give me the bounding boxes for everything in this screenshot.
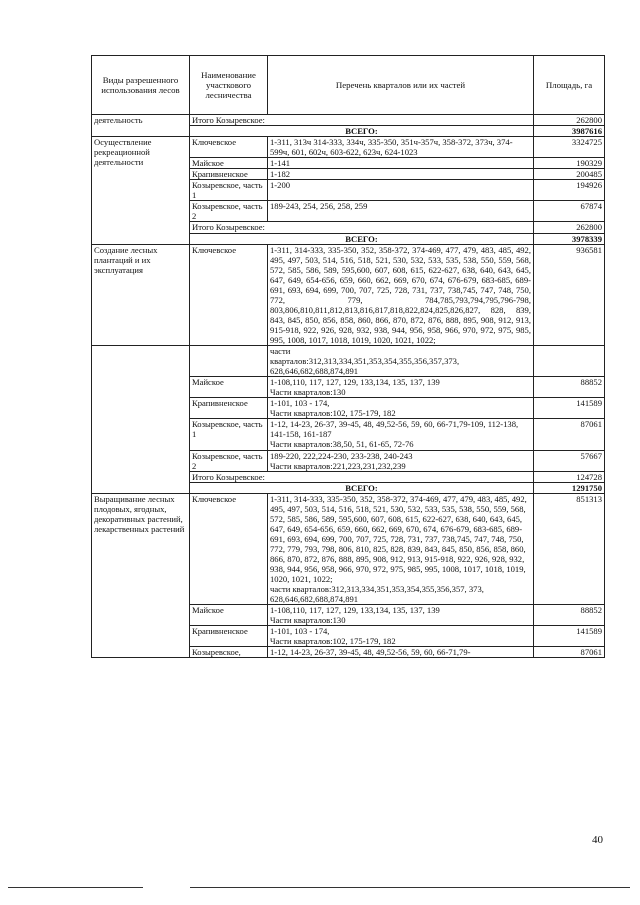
- area-blank: [534, 346, 605, 377]
- table-row: [92, 137, 605, 158]
- forestry-name: Майское: [190, 158, 268, 169]
- area-value: 200485: [534, 169, 605, 180]
- header-use-type: Виды разрешенного использования лесов: [92, 56, 190, 115]
- area-value: 936581: [534, 244, 605, 345]
- area-value: 141589: [534, 398, 605, 419]
- area-value: 67874: [534, 201, 605, 222]
- forestry-name: Козыревское, часть 2: [190, 450, 268, 471]
- quarters-list: 189-243, 254, 256, 258, 259: [268, 201, 534, 222]
- total-value: 1291750: [534, 482, 605, 493]
- area-value: 190329: [534, 158, 605, 169]
- area-value: 851313: [534, 493, 605, 605]
- quarters-list: 1-311, 313ч 314-333, 334ч, 335-350, 351ч-357ч, 358-372, 373ч, 374-599ч, 601, 602ч, 603-622, 623ч, 624-1023: [268, 137, 534, 158]
- forestry-name: Ключевское: [190, 244, 268, 345]
- quarters-list: 1-12, 14-23, 26-37, 39-45, 48, 49,52-56, 59, 60, 66-71,79-: [268, 647, 534, 658]
- forest-use-table: [91, 55, 605, 658]
- use-type-cell: деятельность: [92, 115, 190, 137]
- forestry-name: Козыревское, часть 2: [190, 201, 268, 222]
- header-quarters: Перечень кварталов или их частей: [268, 56, 534, 115]
- forestry-name: Крапивненское: [190, 398, 268, 419]
- table-row: [92, 115, 605, 126]
- forestry-name: Козыревское, часть 1: [190, 419, 268, 450]
- use-type-cell: Создание лесных плантаций и их эксплуатация: [92, 244, 190, 345]
- area-value: 194926: [534, 180, 605, 201]
- subtotal-value: 262800: [534, 115, 605, 126]
- page-number: 40: [592, 834, 603, 846]
- subtotal-value: 124728: [534, 471, 605, 482]
- forestry-name: Майское: [190, 605, 268, 626]
- header-area: Площадь, га: [534, 56, 605, 115]
- quarters-list: 1-101, 103 - 174, Части кварталов:102, 175-179, 182: [268, 626, 534, 647]
- quarters-list: 189-220, 222,224-230, 233-238, 240-243 Части кварталов:221,223,231,232,239: [268, 450, 534, 471]
- area-value: 87061: [534, 647, 605, 658]
- use-type-cell: Осуществление рекреационной деятельности: [92, 137, 190, 244]
- forestry-name: Ключевское: [190, 493, 268, 605]
- area-value: 57667: [534, 450, 605, 471]
- quarters-list: 1-108,110, 117, 127, 129, 133,134, 135, 137, 139 Части кварталов:130: [268, 377, 534, 398]
- total-label: ВСЕГО:: [190, 233, 534, 244]
- quarters-parts: части квартaлов:312,313,334,351,353,354,355,356,357,373, 628,646,682,688,874,891: [268, 346, 534, 377]
- area-value: 3324725: [534, 137, 605, 158]
- forestry-name: Майское: [190, 377, 268, 398]
- subtotal-value: 262800: [534, 222, 605, 233]
- quarters-list: 1-182: [268, 169, 534, 180]
- subtotal-label: Итого Козыревское:: [190, 222, 534, 233]
- total-label: ВСЕГО:: [190, 482, 534, 493]
- forestry-name: Козыревское,: [190, 647, 268, 658]
- use-type-cell: Выращивание лесных плодовых, ягодных, декоративных растений, лекарственных растений: [92, 493, 190, 658]
- use-type-cell-blank: [92, 346, 190, 494]
- table-header-row: [92, 56, 605, 115]
- header-forestry: Наименование участкового лесничества: [190, 56, 268, 115]
- area-value: 141589: [534, 626, 605, 647]
- quarters-list: 1-108,110, 117, 127, 129, 133,134, 135, 137, 139 Части кварталов:130: [268, 605, 534, 626]
- total-value: 3978339: [534, 233, 605, 244]
- quarters-list: 1-101, 103 - 174, Части кварталов:102, 175-179, 182: [268, 398, 534, 419]
- quarters-list: 1-141: [268, 158, 534, 169]
- area-value: 88852: [534, 605, 605, 626]
- forestry-name: Крапивненское: [190, 626, 268, 647]
- table-row: [92, 244, 605, 345]
- table-row: [92, 346, 605, 377]
- forestry-name: Крапивненское: [190, 169, 268, 180]
- table-row: [92, 493, 605, 605]
- subtotal-label: Итого Козыревское:: [190, 115, 534, 126]
- area-value: 87061: [534, 419, 605, 450]
- forestry-name: Козыревское, часть 1: [190, 180, 268, 201]
- quarters-list: 1-200: [268, 180, 534, 201]
- footer-rule: [190, 887, 630, 888]
- subtotal-label: Итого Козыревское:: [190, 471, 534, 482]
- total-label: ВСЕГО:: [190, 126, 534, 137]
- quarters-list: 1-311, 314-333, 335-350, 352, 358-372, 374-469, 477, 479, 483, 485, 492, 495, 497, 503, 514, 516, 518, 521, 530, 532, 533, 535, 538, 550, 559, 568, 572, 585, 586, 589, 595,600, 607, 608, 615, 622-627, 638, 640, 643, 645, 647, 649, 654-656, 659, 660, 662, 669, 670, 674, 676-679, 683-685, 689-691, 693, 694, 699, 700, 707, 725, 728, 731, 737, 738,745, 747, 748, 750, 772, 779, 793, 798, 806, 810, 825, 828, 839, 843, 845, 850, 856, 858, 860, 866, 870, 872, 876, 888, 895, 908, 912, 913, 915-918, 922, 926, 928, 932, 938, 944, 956, 958, 966, 970, 972, 975, 985, 995, 1008, 1017, 1018, 1019, 1020, 1021, 1022; части кварталов:312,313,334,351,353,354,355,356,357, 373, 628,646,682,688,874,891: [268, 493, 534, 605]
- quarters-list: 1-311, 314-333, 335-350, 352, 358-372, 374-469, 477, 479, 483, 485, 492, 495, 497, 503, 514, 516, 518, 521, 530, 532, 533, 535, 538, 550, 559, 568, 572, 585, 586, 589, 595,600, 607, 608, 615, 622-627, 638, 640, 643, 645, 647, 649, 654-656, 659, 660, 662, 669, 670, 674, 676-679, 683-685, 689-691, 693, 694, 699, 700, 707, 725, 728, 731, 737, 738,745, 747, 748, 750, 772, 779, 784,785,793,794,795,796-798, 803,806,810,811,812,813,816,817,818,822,824,825,826,827, 828, 839, 843, 845, 850, 856, 858, 860, 866, 870, 872, 876, 888, 895, 908, 912, 913, 915-918, 922, 926, 928, 932, 938, 944, 956, 958, 966, 970, 972, 975, 985, 995, 1008, 1017, 1018, 1019, 1020, 1021, 1022;: [268, 244, 534, 345]
- footer-rule: [8, 887, 143, 888]
- forestry-name: Ключевское: [190, 137, 268, 158]
- forestry-name-blank: [190, 346, 268, 377]
- total-value: 3987616: [534, 126, 605, 137]
- quarters-list: 1-12, 14-23, 26-37, 39-45, 48, 49,52-56, 59, 60, 66-71,79-109, 112-138, 141-158, 161-187 Части кварталов:38,50, 51, 61-65, 72-76: [268, 419, 534, 450]
- area-value: 88852: [534, 377, 605, 398]
